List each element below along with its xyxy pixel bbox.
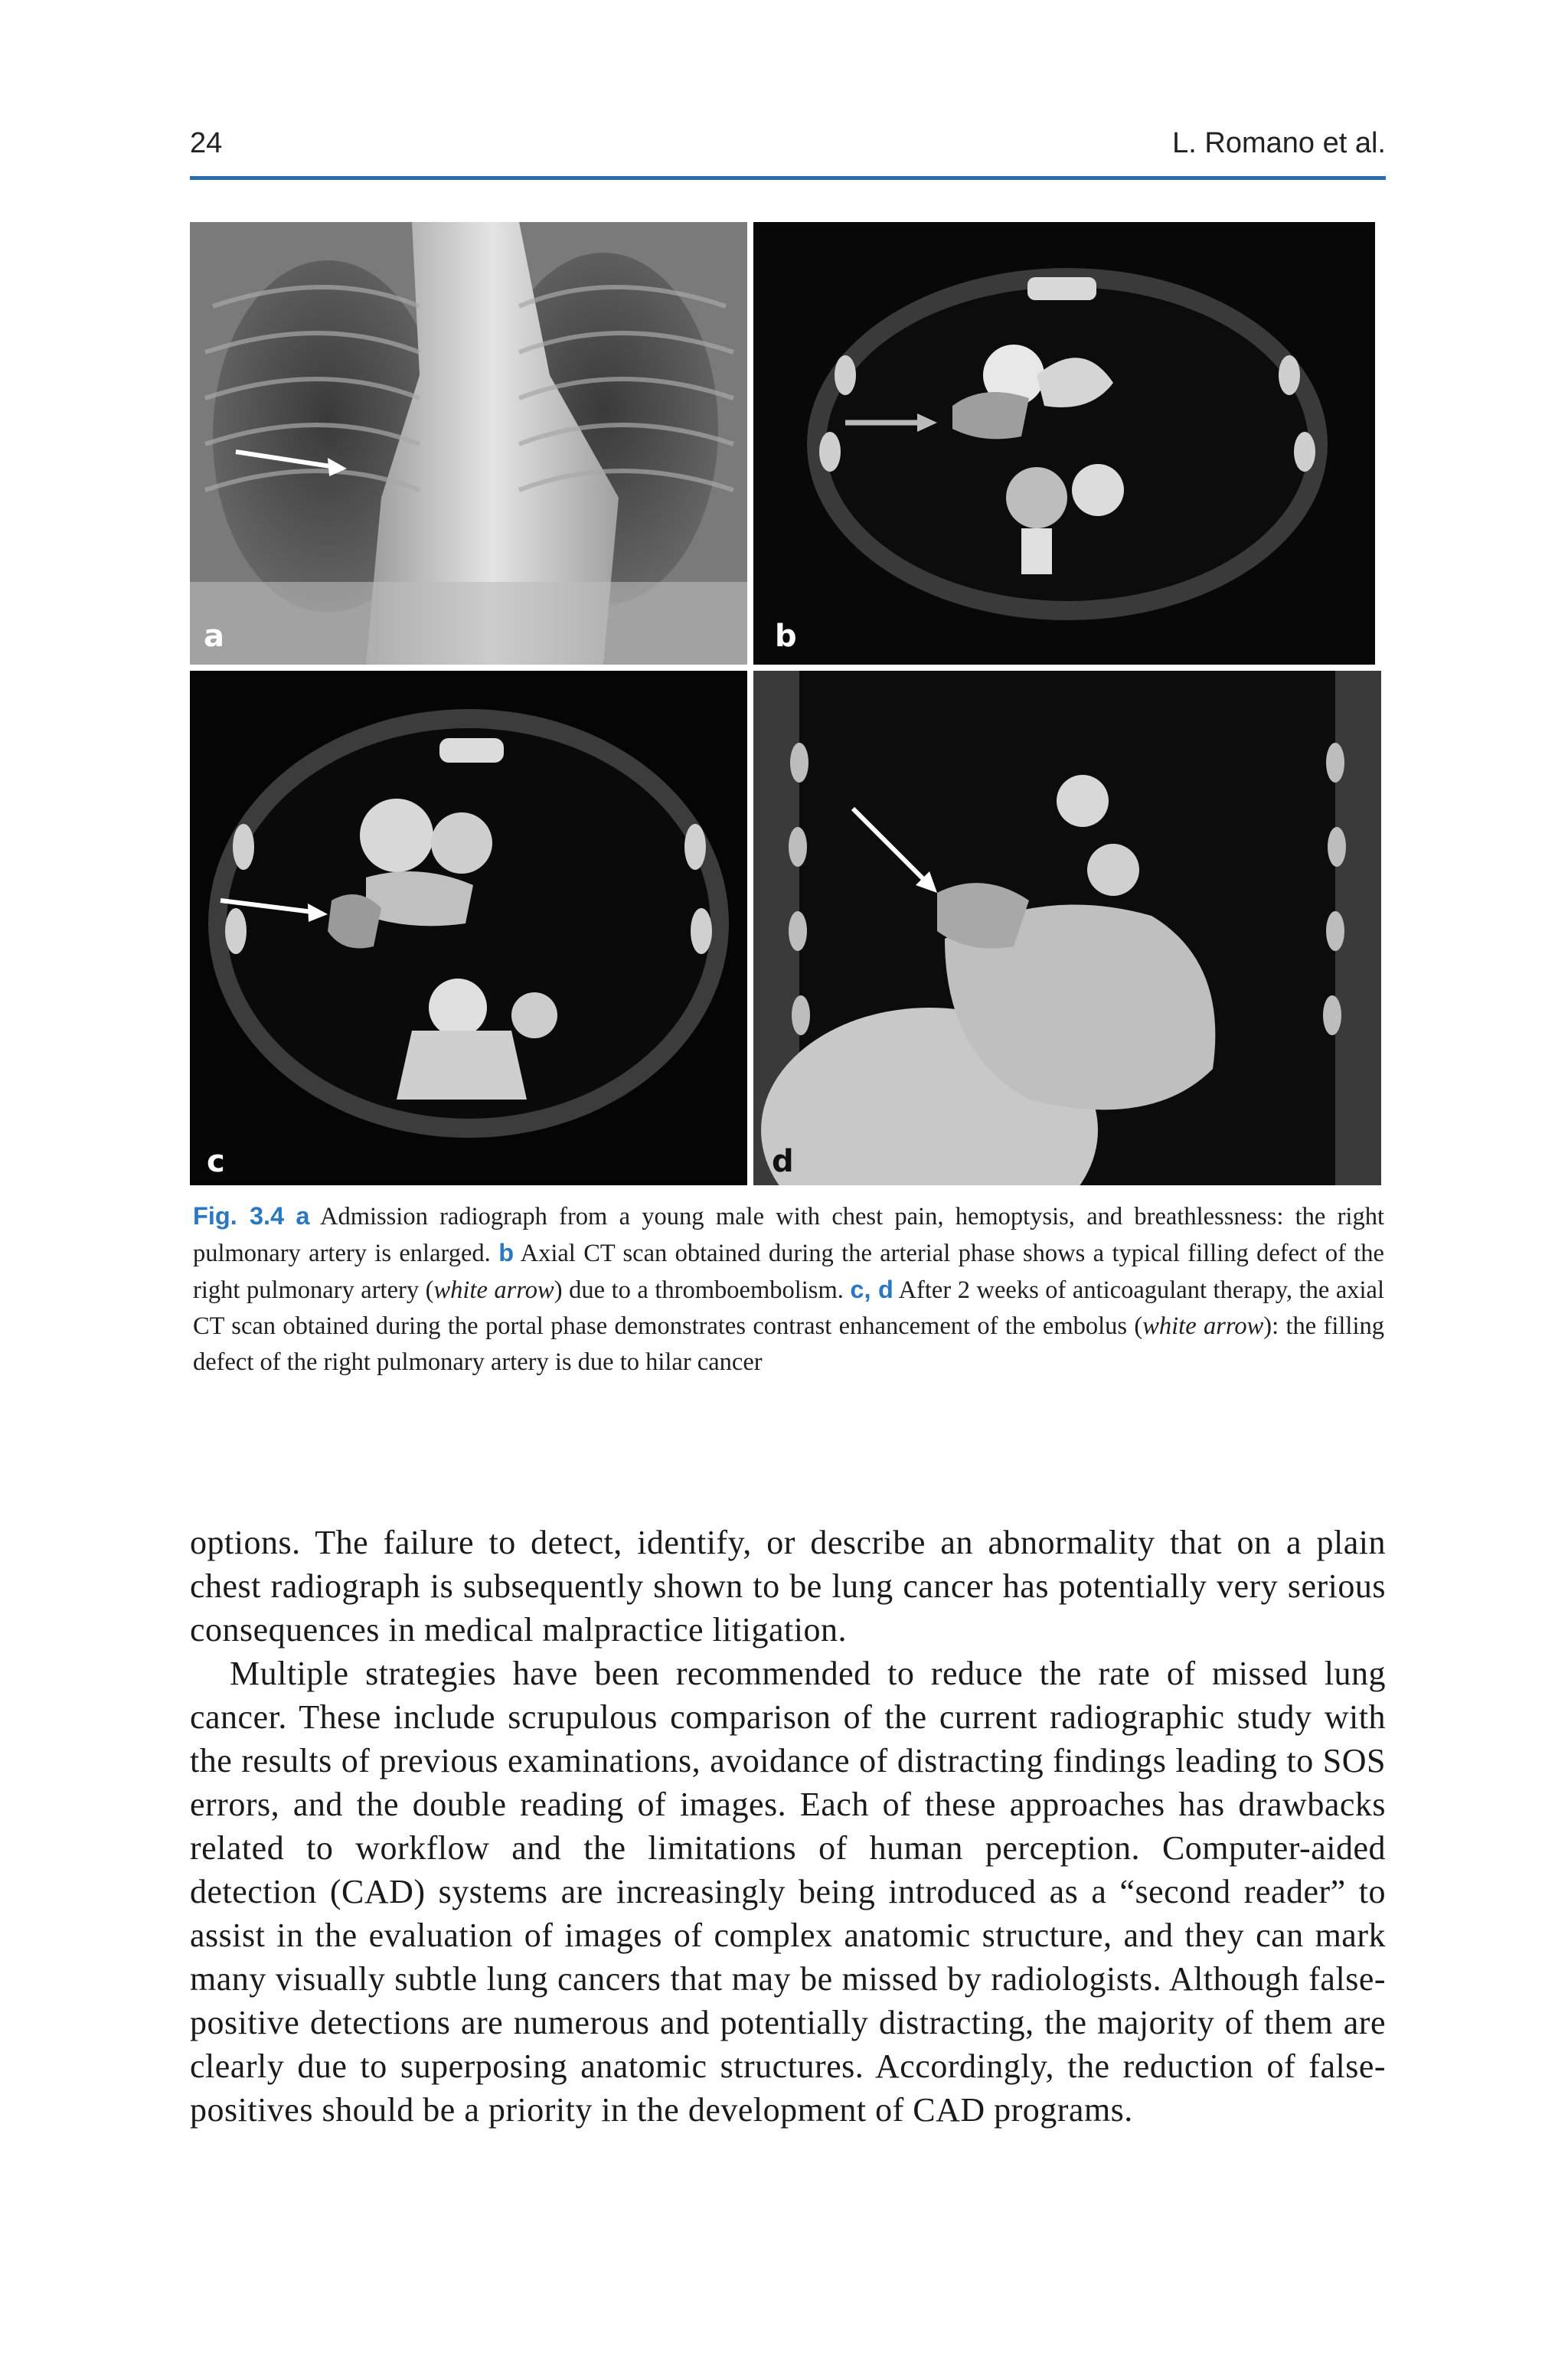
caption-text-b-end: ) due to a thromboembolism. [554, 1276, 851, 1304]
running-head: L. Romano et al. [1172, 127, 1386, 159]
panel-label-d: d [772, 1144, 794, 1179]
page-header [190, 127, 1386, 180]
panel-label-a: a [204, 619, 224, 654]
body-paragraph: options. The failure to detect, identify, or describe an abnormality that on a plain chest radiograph is subsequently shown to be lung cancer has potentially very serious consequences in medical malpractice litigation. [190, 1524, 1386, 1649]
axial-ct-portal-image [190, 671, 747, 1185]
caption-italic-cd: white arrow [1142, 1312, 1264, 1340]
figure-panel-a-radiograph [190, 222, 747, 665]
axial-ct-arterial-image [753, 222, 1375, 665]
caption-key-cd: c, d [850, 1276, 893, 1303]
figure-panel-b-axial-ct [753, 222, 1375, 665]
body-text [190, 1521, 1386, 2132]
caption-text-cd: After 2 weeks of anticoagulant therapy, the axial CT scan obtained during the portal phase demonstrates contrast enhancement of the embolus ( [193, 1276, 1384, 1340]
chest-radiograph-image [190, 222, 747, 665]
caption-key-a: a [296, 1202, 310, 1230]
caption-italic-b: white arrow [433, 1276, 554, 1304]
caption-text-a: Admission radiograph from a young male with chest pain, hemoptysis, and breathlessness: the right pulmonary artery is enlarged. [193, 1203, 1384, 1267]
caption-key-b: b [498, 1239, 514, 1266]
caption-text-b: Axial CT scan obtained during the arterial phase shows a typical filling defect of the right pulmonary artery ( [193, 1240, 1384, 1304]
caption-text-cd-end: ): the filling defect of the right pulmonary artery is due to hilar cancer [193, 1312, 1384, 1376]
page-number: 24 [190, 127, 223, 159]
figure-panel-d-coronal-ct [753, 671, 1381, 1185]
panel-label-b: b [775, 619, 797, 654]
body-paragraph: Multiple strategies have been recommended to reduce the rate of missed lung cancer. These include scrupulous comparison of the current radiographic study with the results of previous examinations, avoidance of distracting findings leading to SOS errors, and the double reading of images. Each of these approaches has drawbacks related to workflow and the limitations of human perception. Computer-aided detection (CAD) systems are increasingly being introduced as a “second reader” to assist in the evaluation of images of complex anatomic structure, and they can mark many visually subtle lung cancers that may be missed by radiologists. Although false-positive detections are numerous and potentially distracting, the majority of them are clearly due to superposing anatomic structures. Accordingly, the reduction of false-positives should be a priority in the development of CAD programs. [190, 1655, 1386, 2129]
caption-figure-label: Fig. 3.4 [193, 1202, 285, 1230]
coronal-ct-image [753, 671, 1381, 1185]
figure-caption [193, 1198, 1384, 1381]
panel-label-c: c [207, 1144, 225, 1179]
figure-panel-c-axial-ct [190, 671, 747, 1185]
